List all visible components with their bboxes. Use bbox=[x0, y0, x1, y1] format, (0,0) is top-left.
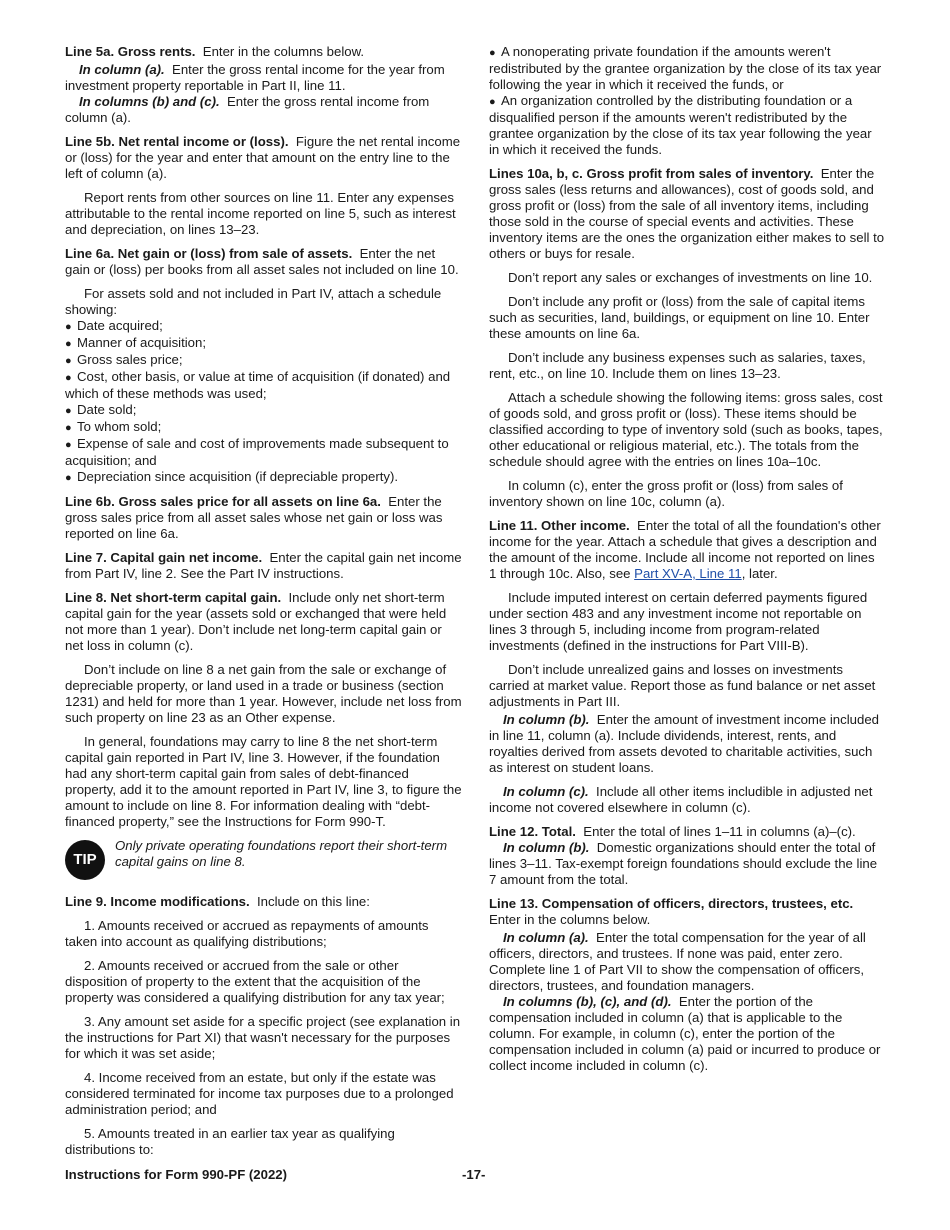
line-5b-heading: Line 5b. Net rental income or (loss). bbox=[65, 134, 289, 149]
line-6b-para bbox=[65, 494, 463, 542]
line-9-text: Include on this line: bbox=[257, 894, 370, 909]
list-item-text: Manner of acquisition; bbox=[77, 335, 207, 350]
list-item-text: An organization controlled by the distributing foundation or a disqualified person if the amounts weren't redistributed by the grantee organization by the close of its tax year following the year in which it received the funds. bbox=[489, 93, 872, 157]
schedule-intro-para: For assets sold and not included in Part IV, attach a schedule showing: bbox=[65, 286, 442, 317]
line-11-col-b bbox=[489, 712, 885, 776]
line-12-para bbox=[489, 824, 885, 840]
bullet-icon: ● bbox=[65, 321, 72, 333]
line-5a-heading-para bbox=[65, 44, 463, 60]
list-item bbox=[65, 402, 463, 419]
col-b-lead: In column (b). bbox=[503, 840, 590, 855]
line-8-heading: Line 8. Net short-term capital gain. bbox=[65, 590, 282, 605]
list-item bbox=[65, 335, 463, 352]
bullet-icon: ● bbox=[489, 96, 496, 108]
col-a-lead: In column (a). bbox=[79, 62, 165, 77]
line-5b-text: Figure the net rental income or (loss) for the year and enter that amount on the entry line to the left of column (a). bbox=[65, 134, 461, 181]
line-5a-text: Enter in the columns below. bbox=[202, 44, 365, 59]
numbered-item: 5. Amounts treated in an earlier tax year as qualifying distributions to: bbox=[65, 1126, 395, 1157]
bullet-icon: ● bbox=[489, 47, 496, 59]
tip-icon: TIP bbox=[65, 840, 105, 880]
list-item bbox=[65, 352, 463, 369]
tip-callout bbox=[65, 838, 463, 880]
line-7-text: Enter the capital gain net income from Part IV, line 2. See the Part IV instructions. bbox=[65, 550, 462, 581]
bullet-icon: ● bbox=[65, 422, 72, 434]
list-item-text: Date acquired; bbox=[77, 318, 163, 333]
line-10-text: Enter the gross sales (less returns and allowances), cost of goods sold, and gross profit or (loss) from the sale of all inventory items, including those sold in the course of special events and activities. These inventory items are the ones the organization either makes to sell to others or buys for resale. bbox=[489, 166, 885, 261]
line-9-para bbox=[65, 894, 463, 910]
line-12-text: Enter the total of lines 1–11 in columns (a)–(c). bbox=[583, 824, 856, 839]
line-10-heading: Lines 10a, b, c. Gross profit from sales of inventory. bbox=[489, 166, 814, 181]
bullet-icon: ● bbox=[65, 439, 72, 451]
list-item bbox=[489, 44, 885, 93]
line-10-expenses-para: Don’t include any business expenses such as salaries, taxes, rent, etc., on line 10. Include them on lines 13–23. bbox=[489, 350, 866, 381]
line-10-schedule-para: Attach a schedule showing the following items: gross sales, cost of goods sold, and gross profit or (loss). These items should be classified according to type of inventory sold (such as books, tapes, other educational or religious material, etc.). The totals from the schedule should agree with the entries on lines 10a–10c. bbox=[489, 390, 883, 469]
line-5a-heading: Line 5a. Gross rents. bbox=[65, 44, 196, 59]
page-number: -17- bbox=[462, 1167, 486, 1182]
list-item-text: Date sold; bbox=[77, 402, 137, 417]
line-10-para bbox=[489, 166, 885, 262]
line-11-unrealized-para: Don’t include unrealized gains and losses on investments carried at market value. Report those as fund balance or net asset adjustments in Part III. bbox=[489, 662, 876, 709]
col-c-lead: In column (c). bbox=[503, 784, 589, 799]
line-6b-heading: Line 6b. Gross sales price for all assets on line 6a. bbox=[65, 494, 381, 509]
line-8-general-para: In general, foundations may carry to line 8 the net short-term capital gain reported in Part IV, line 3. However, if the foundation had any short-term capital gain from sales of debt-financed property, add it to the amount reported in Part IV, line 3, to figure the amount to include on line 8. For information dealing with “debt-financed property,” see the Instructions for Form 990-T. bbox=[65, 734, 462, 829]
line-8-exclusion-para: Don’t include on line 8 a net gain from the sale or exchange of depreciable property, or land used in a trade or business (section 1231) and held for more than 1 year. However, include net loss from such property on line 23 as an Other expense. bbox=[65, 662, 462, 725]
line-7-heading: Line 7. Capital gain net income. bbox=[65, 550, 263, 565]
right-column bbox=[489, 44, 885, 1082]
list-item bbox=[65, 436, 463, 469]
line-6a-heading: Line 6a. Net gain or (loss) from sale of assets. bbox=[65, 246, 353, 261]
tip-text: Only private operating foundations report their short-term capital gains on line 8. bbox=[115, 838, 448, 869]
asset-schedule-list bbox=[65, 318, 463, 486]
col-bc-text: Enter the gross rental income from column (a). bbox=[65, 94, 430, 125]
bullet-icon: ● bbox=[65, 355, 72, 367]
bullet-icon: ● bbox=[65, 405, 72, 417]
line-13-para bbox=[489, 896, 885, 928]
list-item-text: To whom sold; bbox=[77, 419, 162, 434]
col-a-text: Enter the gross rental income for the year from investment property reportable in Part II, line 11. bbox=[65, 62, 445, 93]
line-11-para bbox=[489, 518, 885, 582]
line-13-heading: Line 13. Compensation of officers, directors, trustees, etc. bbox=[489, 896, 854, 911]
left-column bbox=[65, 44, 463, 1166]
line-8-para bbox=[65, 590, 463, 654]
list-item-text: Expense of sale and cost of improvements made subsequent to acquisition; and bbox=[65, 436, 449, 468]
line-5a-col-bc bbox=[65, 94, 463, 126]
line-7-para bbox=[65, 550, 463, 582]
list-item-text: Depreciation since acquisition (if depreciable property). bbox=[77, 469, 399, 484]
list-item-text: Cost, other basis, or value at time of acquisition (if donated) and which of these methods was used; bbox=[65, 369, 451, 401]
list-item bbox=[65, 318, 463, 335]
col-b-lead: In column (b). bbox=[503, 712, 590, 727]
line-6a-text: Enter the net gain or (loss) per books from all asset sales not included on line 10. bbox=[65, 246, 459, 277]
line-11-col-c bbox=[489, 784, 885, 816]
rents-other-sources-para: Report rents from other sources on line 11. Enter any expenses attributable to the rental income reported on line 5, such as interest and depreciation, on lines 13–23. bbox=[65, 190, 456, 237]
line-8-text: Include only net short-term capital gain for the year (assets sold or exchanged that were held not more than 1 year). Don’t include net long-term capital gain or net loss in column (c). bbox=[65, 590, 447, 653]
bullet-icon: ● bbox=[65, 338, 72, 350]
line-5a-col-a bbox=[65, 62, 463, 94]
col-a-text: Enter the total compensation for the year of all officers, directors, and trustees. If none was paid, enter zero. Complete line 1 of Part VII to show the compensation of officers, directors, trustees, and foundation managers. bbox=[489, 930, 866, 993]
line-10-investments-para: Don’t report any sales or exchanges of investments on line 10. bbox=[508, 270, 873, 285]
col-a-lead: In column (a). bbox=[503, 930, 589, 945]
col-b-text: Enter the amount of investment income included in line 11, column (a). Include dividends, interest, rents, and royalties derived from assets devoted to charitable activities, such as interest on student loans. bbox=[489, 712, 880, 775]
line-13-col-a bbox=[489, 930, 885, 994]
line-10-capital-items-para: Don’t include any profit or (loss) from the sale of capital items such as securities, land, buildings, or equipment on line 10. Enter these amounts on line 6a. bbox=[489, 294, 870, 341]
line-12-col-b bbox=[489, 840, 885, 888]
line-9-heading: Line 9. Income modifications. bbox=[65, 894, 250, 909]
list-item bbox=[65, 369, 463, 402]
list-item bbox=[65, 419, 463, 436]
line-6a-para bbox=[65, 246, 463, 278]
numbered-item: 2. Amounts received or accrued from the sale or other disposition of property to the extent that the acquisition of the property was considered a qualifying distribution for any tax year; bbox=[65, 958, 445, 1005]
line-11-tail: , later. bbox=[741, 566, 778, 581]
line-13-text: Enter in the columns below. bbox=[489, 912, 651, 927]
part-xv-a-link[interactable]: Part XV-A, Line 11 bbox=[634, 566, 742, 581]
line-10-column-c-para: In column (c), enter the gross profit or (loss) from sales of inventory shown on line 10c, column (a). bbox=[489, 478, 843, 509]
list-item-text: A nonoperating private foundation if the amounts weren't redistributed by the grantee organization by the close of its tax year following the year in which it received the funds, or bbox=[489, 44, 882, 92]
line-12-heading: Line 12. Total. bbox=[489, 824, 576, 839]
line-13-col-bcd bbox=[489, 994, 885, 1074]
line-5b-para bbox=[65, 134, 463, 182]
col-b-text: Domestic organizations should enter the total of lines 3–11. Tax-exempt foreign foundations should exclude the line 7 amount from the total. bbox=[489, 840, 878, 887]
footer-title: Instructions for Form 990-PF (2022) bbox=[65, 1167, 288, 1182]
list-item-text: Gross sales price; bbox=[77, 352, 183, 367]
col-c-text: Include all other items includible in adjusted net income not covered elsewhere in column (c). bbox=[489, 784, 873, 815]
line-11-imputed-para: Include imputed interest on certain deferred payments figured under section 483 and any investment income not reportable on lines 3 through 5, including income from program-related investments (defined in the instructions for Part VIII-B). bbox=[489, 590, 868, 653]
numbered-item: 4. Income received from an estate, but only if the estate was considered terminated for income tax purposes due to a prolonged administration period; and bbox=[65, 1070, 454, 1117]
line-11-text: Enter the total of all the foundation's other income for the year. Attach a schedule that gives a description and the amount of the income. Include all income not reported on lines 1 through 10c. Also, see bbox=[489, 518, 881, 581]
list-item bbox=[65, 469, 463, 486]
bullet-icon: ● bbox=[65, 472, 72, 484]
distribution-list bbox=[489, 44, 885, 158]
bullet-icon: ● bbox=[65, 372, 72, 384]
col-bc-lead: In columns (b) and (c). bbox=[79, 94, 220, 109]
line-11-heading: Line 11. Other income. bbox=[489, 518, 630, 533]
numbered-item: 1. Amounts received or accrued as repayments of amounts taken into account as qualifying distributions; bbox=[65, 918, 429, 949]
line-6b-text: Enter the gross sales price from all asset sales whose net gain or loss was reported on line 6a. bbox=[65, 494, 443, 541]
col-bcd-text: Enter the portion of the compensation included in column (a) that is applicable to the column. For example, in column (c), enter the portion of the compensation included in column (a) paid or incurred to produce or collect income included in column (c). bbox=[489, 994, 881, 1073]
list-item bbox=[489, 93, 885, 158]
col-bcd-lead: In columns (b), (c), and (d). bbox=[503, 994, 672, 1009]
numbered-item: 3. Any amount set aside for a specific project (see explanation in the instructions for Part XI) that wasn't necessary for the purposes for which it was set aside; bbox=[65, 1014, 461, 1061]
